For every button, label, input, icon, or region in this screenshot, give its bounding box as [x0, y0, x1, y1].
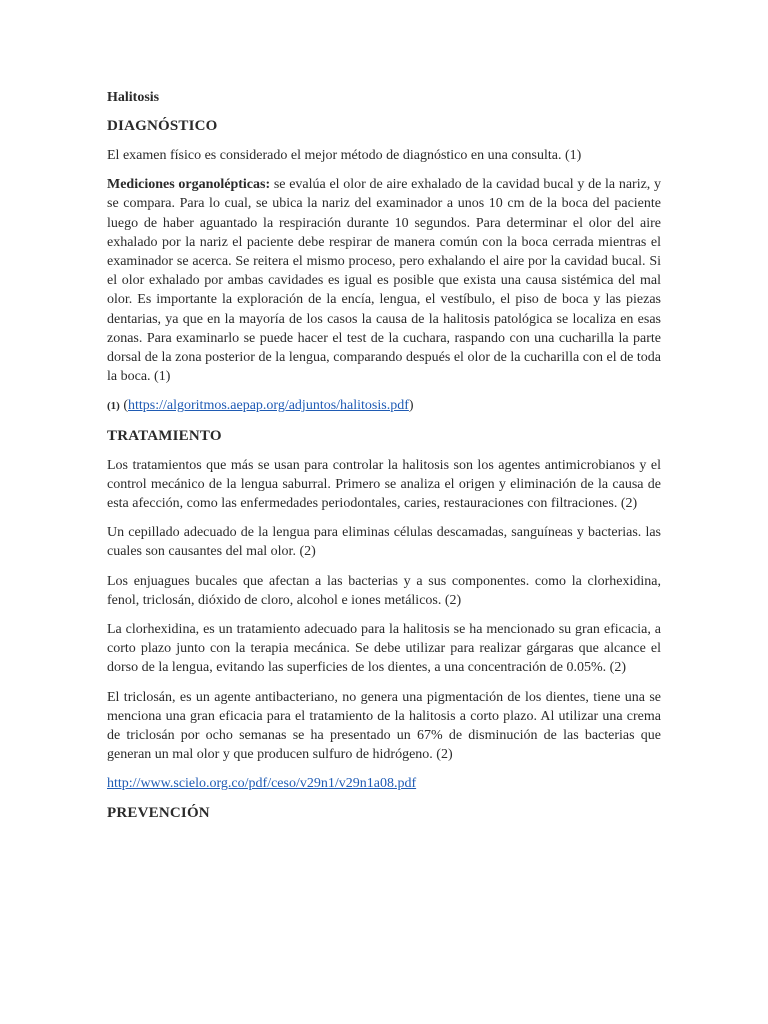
paragraph-tratamiento-4: La clorhexidina, es un tratamiento adecuado para la halitosis se ha mencionado su gran eficacia, a corto plazo junto con la terapia mecánica. Se debe utilizar para realizar gárgaras que alcance el dorso de la lengua, evitando las superficies de los dientes, a una concentración de 0.05%. (2) [107, 622, 661, 676]
document-title: Halitosis [107, 90, 160, 105]
reference-number: (1) [107, 400, 120, 413]
paragraph-lead-label: Mediciones organolépticas: [107, 177, 271, 193]
section-heading-prevencion: PREVENCIÓN [107, 804, 210, 821]
document-page [107, 88, 661, 833]
paragraph-tratamiento-1: Los tratamientos que más se usan para controlar la halitosis son los agentes antimicrobianos y el control mecánico de la lengua saburral. Primero se analiza el origen y eliminación de la causa de esta afección, como las enfermedades periodontales, caries, restauraciones con filtraciones. (2) [107, 457, 661, 512]
reference-open-paren: ( [119, 398, 128, 414]
reference-line-2 [107, 774, 661, 793]
paragraph-tratamiento-5: El triclosán, es un agente antibacteriano, no genera una pigmentación de los dientes, tiene una se menciona una gran eficacia para el tratamiento de la halitosis a corto plazo. Al utilizar una crema de triclosán por ocho semanas se ha presentado un 67% de disminución de las bacterias que generan un mal olor y que producen sulfuro de hidrógeno. (2) [107, 689, 661, 763]
paragraph-diagnostico-1: El examen físico es considerado el mejor método de diagnóstico en una consulta. (1) [107, 148, 582, 163]
paragraph-tratamiento-3: Los enjuagues bucales que afectan a las bacterias y a sus componentes. como la clorhexidina, fenol, triclosán, dióxido de cloro, alcohol e iones metálicos. (2) [107, 573, 661, 608]
reference-link-scielo[interactable]: http://www.scielo.org.co/pdf/ceso/v29n1/v29n1a08.pdf [107, 776, 417, 792]
section-heading-diagnostico: DIAGNÓSTICO [107, 118, 218, 134]
paragraph-tratamiento-2: Un cepillado adecuado de la lengua para eliminas células descamadas, sanguíneas y bacterias. las cuales son causantes del mal olor. (2) [107, 525, 661, 560]
reference-line-1 [107, 396, 661, 416]
reference-close-paren: ) [408, 398, 414, 414]
reference-link-aepap[interactable]: https://algoritmos.aepap.org/adjuntos/halitosis.pdf [128, 398, 409, 414]
section-heading-tratamiento: TRATAMIENTO [107, 427, 222, 444]
paragraph-mediciones-organolepticas [107, 175, 661, 386]
paragraph-body: se evalúa el olor de aire exhalado de la cavidad bucal y de la nariz, y se compara. Para lo cual, se ubica la nariz del examinador a unos 10 cm de la boca del paciente luego de haber aguantado la respiración durante 10 segundos. Para determinar el olor del aire exhalado por la nariz el paciente debe respirar de manera común con la boca cerrada mientras el examinador se acerca. Se reitera el mismo proceso, pero exhalando el aire por la cavidad bucal. Si el olor exhalado por ambas cavidades es igual es posible que exista una causa sistémica del mal olor. Es importante la exploración de la encía, lengua, el vestíbulo, el piso de boca y las piezas dentarias, ya que en la mayoría de los casos la causa de la halitosis patológica se localiza en esas zonas. Para examinarlo se puede hacer el test de la cuchara, raspando con una cucharilla la parte dorsal de la zona posterior de la lengua, comparando después el olor de la cucharilla con el de toda la boca. (1) [107, 177, 662, 385]
